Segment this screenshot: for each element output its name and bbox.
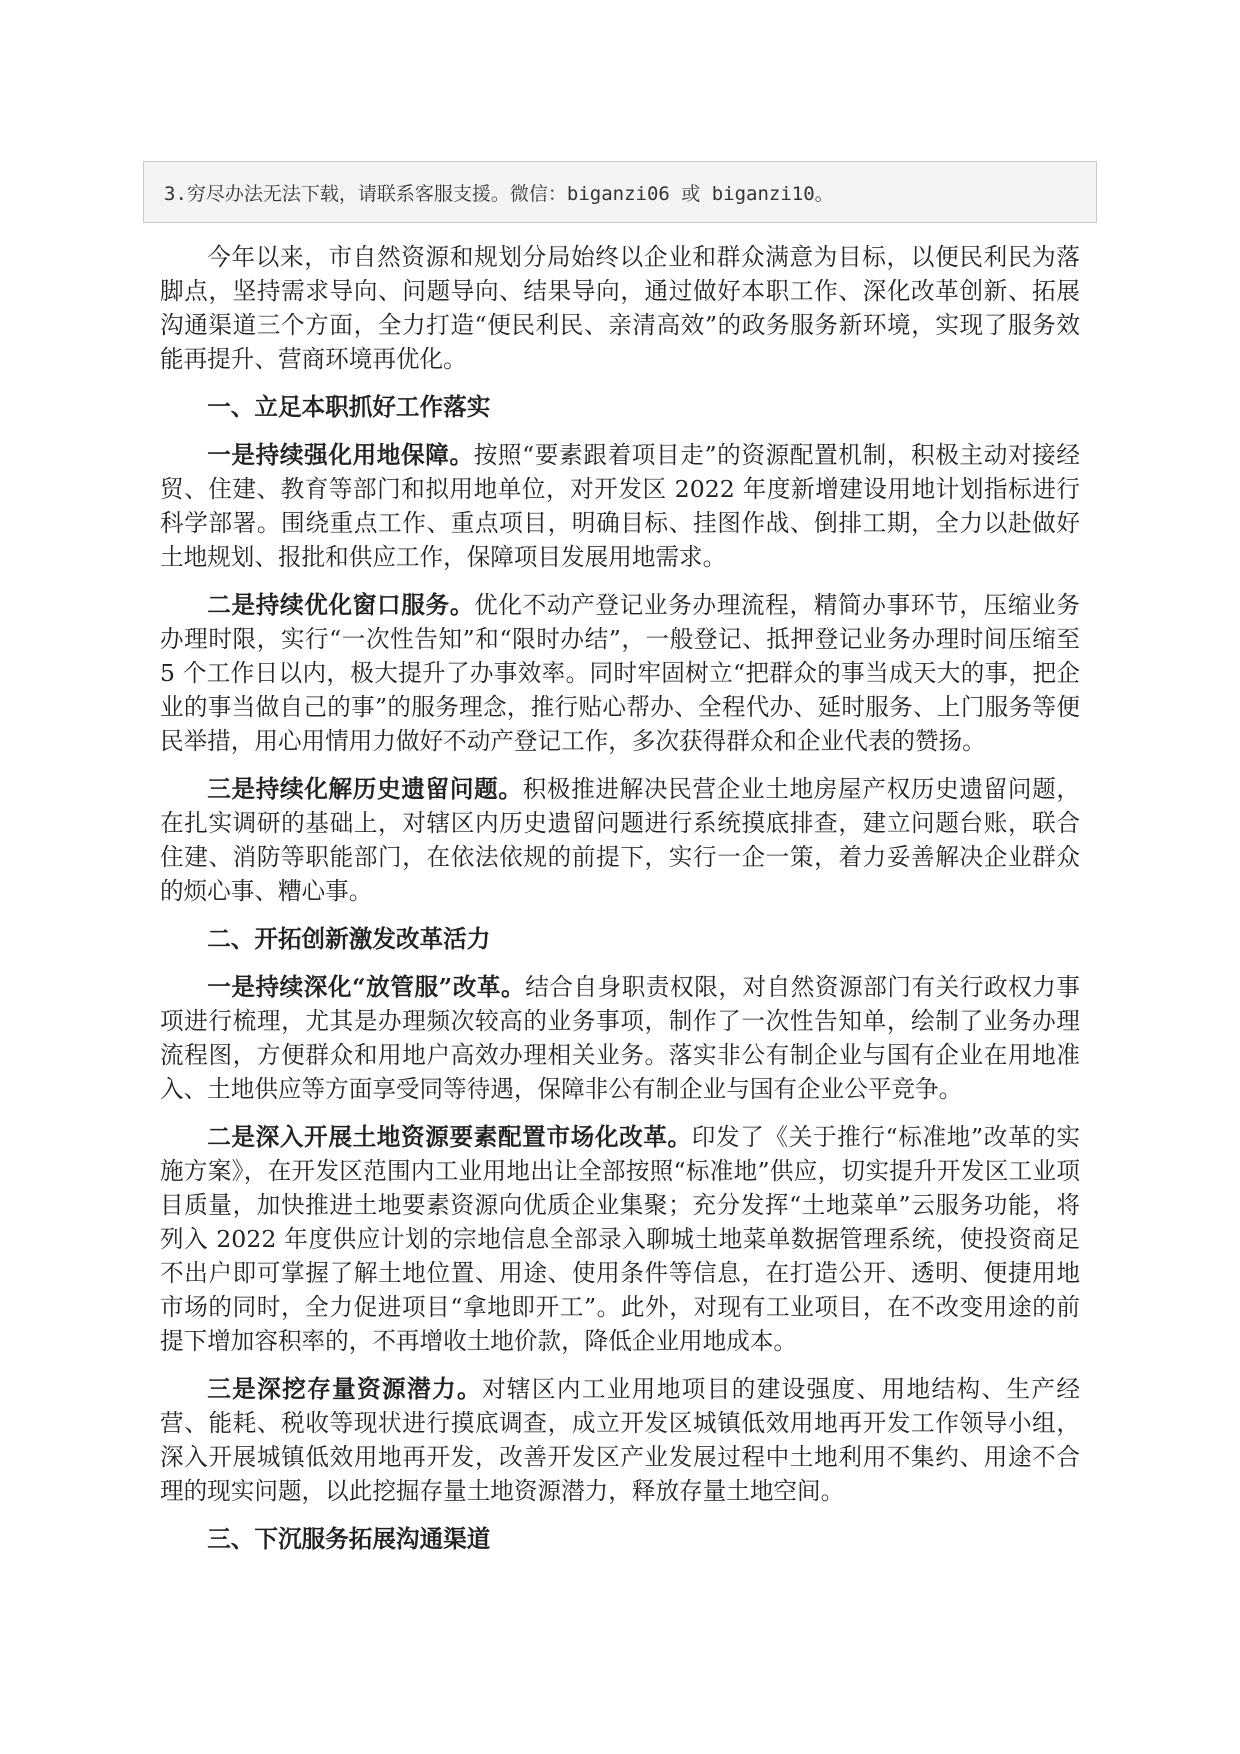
- paragraph-lead: 二是持续优化窗口服务。: [207, 591, 475, 619]
- paragraph-lead: 一是持续深化“放管服”改革。: [207, 973, 526, 1001]
- paragraph-1-2: [160, 588, 1080, 758]
- paragraph-1-1: [160, 438, 1080, 574]
- paragraph-1-3: [160, 772, 1080, 908]
- paragraph-text: 结合自身职责权限，对自然资源部门有关行政权力事项进行梳理，尤其是办理频次较高的业务事项，制作了一次性告知单，绘制了业务办理流程图，方便群众和用地户高效办理相关业务。落实非公有制企业与国有企业在用地准入、土地供应等方面享受同等待遇，保障非公有制企业与国有企业公平竞争。: [160, 973, 1080, 1103]
- paragraph-lead: 二是深入开展土地资源要素配置市场化改革。: [207, 1123, 692, 1151]
- download-notice-text: 3.穷尽办法无法下载，请联系客服支援。微信：biganzi06 或 biganzi10。: [164, 182, 834, 205]
- paragraph-2-2: [160, 1120, 1080, 1358]
- section-heading-1: 一、立足本职抓好工作落实: [207, 393, 491, 421]
- download-notice-box: [143, 161, 1097, 223]
- paragraph-lead: 三是持续化解历史遗留问题。: [207, 775, 523, 803]
- paragraph-lead: 一是持续强化用地保障。: [207, 441, 474, 469]
- paragraph-text: 按照“要素跟着项目走”的资源配置机制，积极主动对接经贸、住建、教育等部门和拟用地单位，对开发区 2022 年度新增建设用地计划指标进行科学部署。围绕重点工作、重点项目，明确目标、挂图作战、倒排工期，全力以赴做好土地规划、报批和供应工作，保障项目发展用地需求。: [160, 441, 1080, 571]
- paragraph-2-3: [160, 1372, 1080, 1508]
- paragraph-2-1: [160, 970, 1080, 1106]
- paragraph-text: 积极推进解决民营企业土地房屋产权历史遗留问题，在扎实调研的基础上，对辖区内历史遗留问题进行系统摸底排查，建立问题台账，联合住建、消防等职能部门，在依法依规的前提下，实行一企一策，着力妥善解决企业群众的烦心事、糟心事。: [160, 775, 1081, 905]
- paragraph-text: 对辖区内工业用地项目的建设强度、用地结构、生产经营、能耗、税收等现状进行摸底调查，成立开发区城镇低效用地再开发工作领导小组，深入开展城镇低效用地再开发，改善开发区产业发展过程中土地利用不集约、用途不合理的现实问题，以此挖掘存量土地资源潜力，释放存量土地空间。: [160, 1375, 1081, 1505]
- paragraph-text: 印发了《关于推行“标准地”改革的实施方案》，在开发区范围内工业用地出让全部按照“标准地”供应，切实提升开发区工业项目质量，加快推进土地要素资源向优质企业集聚；充分发挥“土地菜单”云服务功能，将列入 2022 年度供应计划的宗地信息全部录入聊城土地菜单数据管理系统，使投资商足不出户即可掌握了解土地位置、用途、使用条件等信息，在打造公开、透明、便捷用地市场的同时，全力促进项目“拿地即开工”。此外，对现有工业项目，在不改变用途的前提下增加容积率的，不再增收土地价款，降低企业用地成本。: [160, 1123, 1081, 1355]
- document-body: [160, 240, 1080, 1570]
- section-heading-2: 二、开拓创新激发改革活力: [207, 925, 491, 953]
- paragraph-text: 优化不动产登记业务办理流程，精简办事环节，压缩业务办理时限，实行“一次性告知”和“限时办结”，一般登记、抵押登记业务办理时间压缩至 5 个工作日以内，极大提升了办事效率。同时牢固树立“把群众的事当成天大的事，把企业的事当做自己的事”的服务理念，推行贴心帮办、全程代办、延时服务、上门服务等便民举措，用心用情用力做好不动产登记工作，多次获得群众和企业代表的赞扬。: [160, 591, 1081, 755]
- section-heading-3: 三、下沉服务拓展沟通渠道: [207, 1525, 491, 1553]
- intro-paragraph: 今年以来，市自然资源和规划分局始终以企业和群众满意为目标，以便民利民为落脚点，坚持需求导向、问题导向、结果导向，通过做好本职工作、深化改革创新、拓展沟通渠道三个方面，全力打造“便民利民、亲清高效”的政务服务新环境，实现了服务效能再提升、营商环境再优化。: [160, 243, 1080, 373]
- paragraph-lead: 三是深挖存量资源潜力。: [207, 1375, 482, 1403]
